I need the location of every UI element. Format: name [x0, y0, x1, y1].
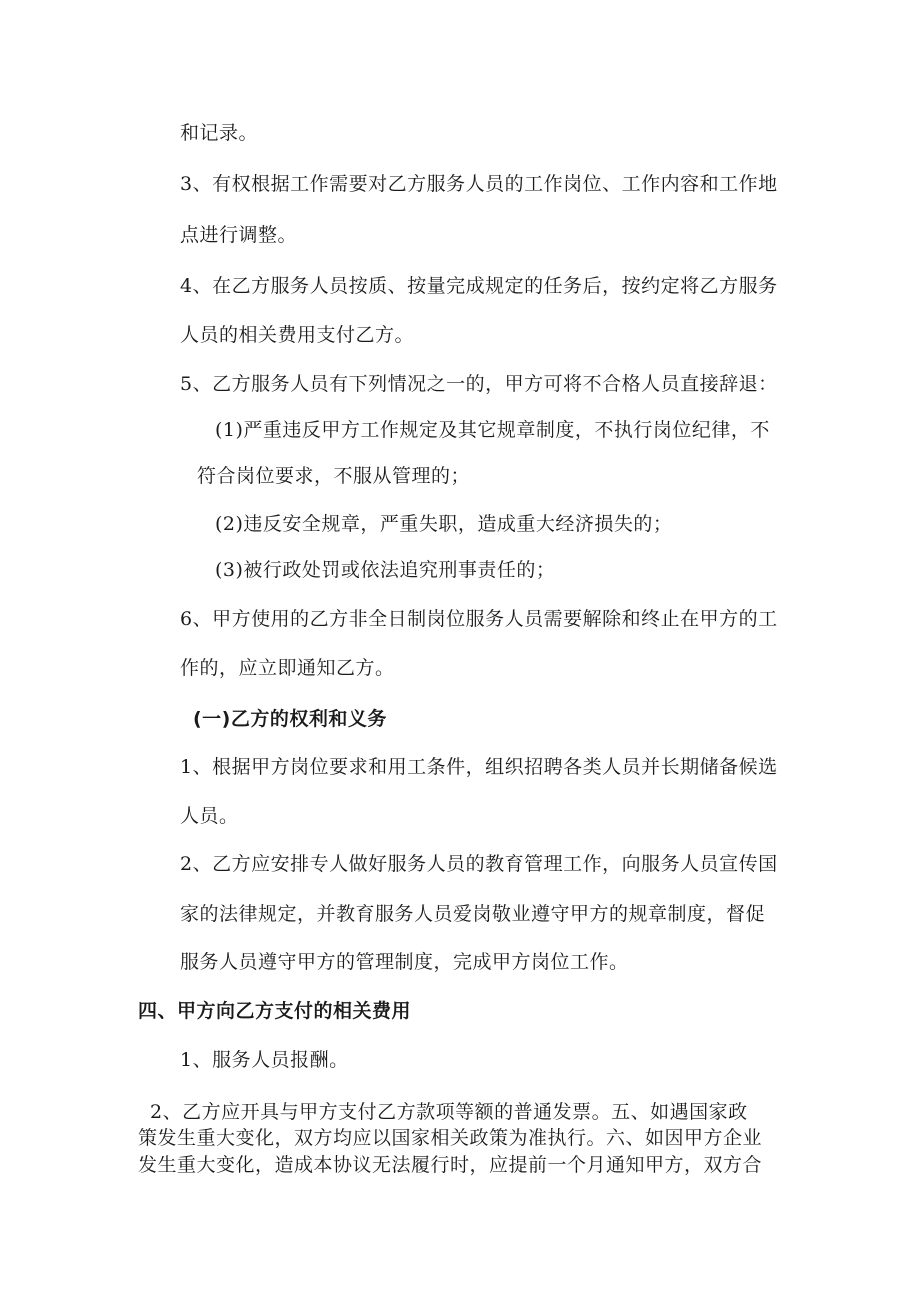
paragraph-line: 1、根据甲方岗位要求和用工条件，组织招聘各类人员并长期储备候选: [180, 756, 778, 778]
paragraph-line: 5、乙方服务人员有下列情况之一的，甲方可将不合格人员直接辞退：: [180, 373, 778, 395]
paragraph-line: 2、乙方应安排专人做好服务人员的教育管理工作，向服务人员宣传国: [180, 853, 778, 875]
list-item-line: (2)违反安全规章，严重失职，造成重大经济损失的；: [215, 513, 673, 535]
section-heading: 四、甲方向乙方支付的相关费用: [138, 1000, 412, 1022]
list-item-line: (3)被行政处罚或依法追究刑事责任的；: [215, 559, 556, 581]
list-item-line: (1)严重违反甲方工作规定及其它规章制度，不执行岗位纪律，不: [215, 419, 770, 441]
paragraph-line: 人员的相关费用支付乙方。: [180, 324, 415, 346]
subsection-heading: (一)乙方的权利和义务: [193, 708, 387, 730]
paragraph-line: 和记录。: [180, 122, 259, 144]
paragraph-line: 家的法律规定，并教育服务人员爱岗敬业遵守甲方的规章制度，督促: [180, 903, 766, 925]
list-item-line: 符合岗位要求，不服从管理的；: [197, 465, 471, 487]
paragraph-line: 作的，应立即通知乙方。: [180, 657, 395, 679]
paragraph-line: 点进行调整。: [180, 224, 298, 246]
paragraph-line: 人员。: [180, 805, 239, 827]
paragraph-line: 服务人员遵守甲方的管理制度，完成甲方岗位工作。: [180, 951, 629, 973]
paragraph-line: 4、在乙方服务人员按质、按量完成规定的任务后，按约定将乙方服务: [180, 275, 778, 297]
paragraph-line: 策发生重大变化，双方均应以国家相关政策为准执行。六、如因甲方企业: [138, 1127, 763, 1149]
paragraph-line: 6、甲方使用的乙方非全日制岗位服务人员需要解除和终止在甲方的工: [180, 608, 778, 630]
paragraph-line: 3、有权根据工作需要对乙方服务人员的工作岗位、工作内容和工作地: [180, 173, 778, 195]
paragraph-line: 2、乙方应开具与甲方支付乙方款项等额的普通发票。五、如遇国家政: [150, 1101, 748, 1123]
paragraph-line: 发生重大变化，造成本协议无法履行时，应提前一个月通知甲方，双方合: [138, 1154, 763, 1176]
paragraph-line: 1、服务人员报酬。: [180, 1049, 349, 1071]
